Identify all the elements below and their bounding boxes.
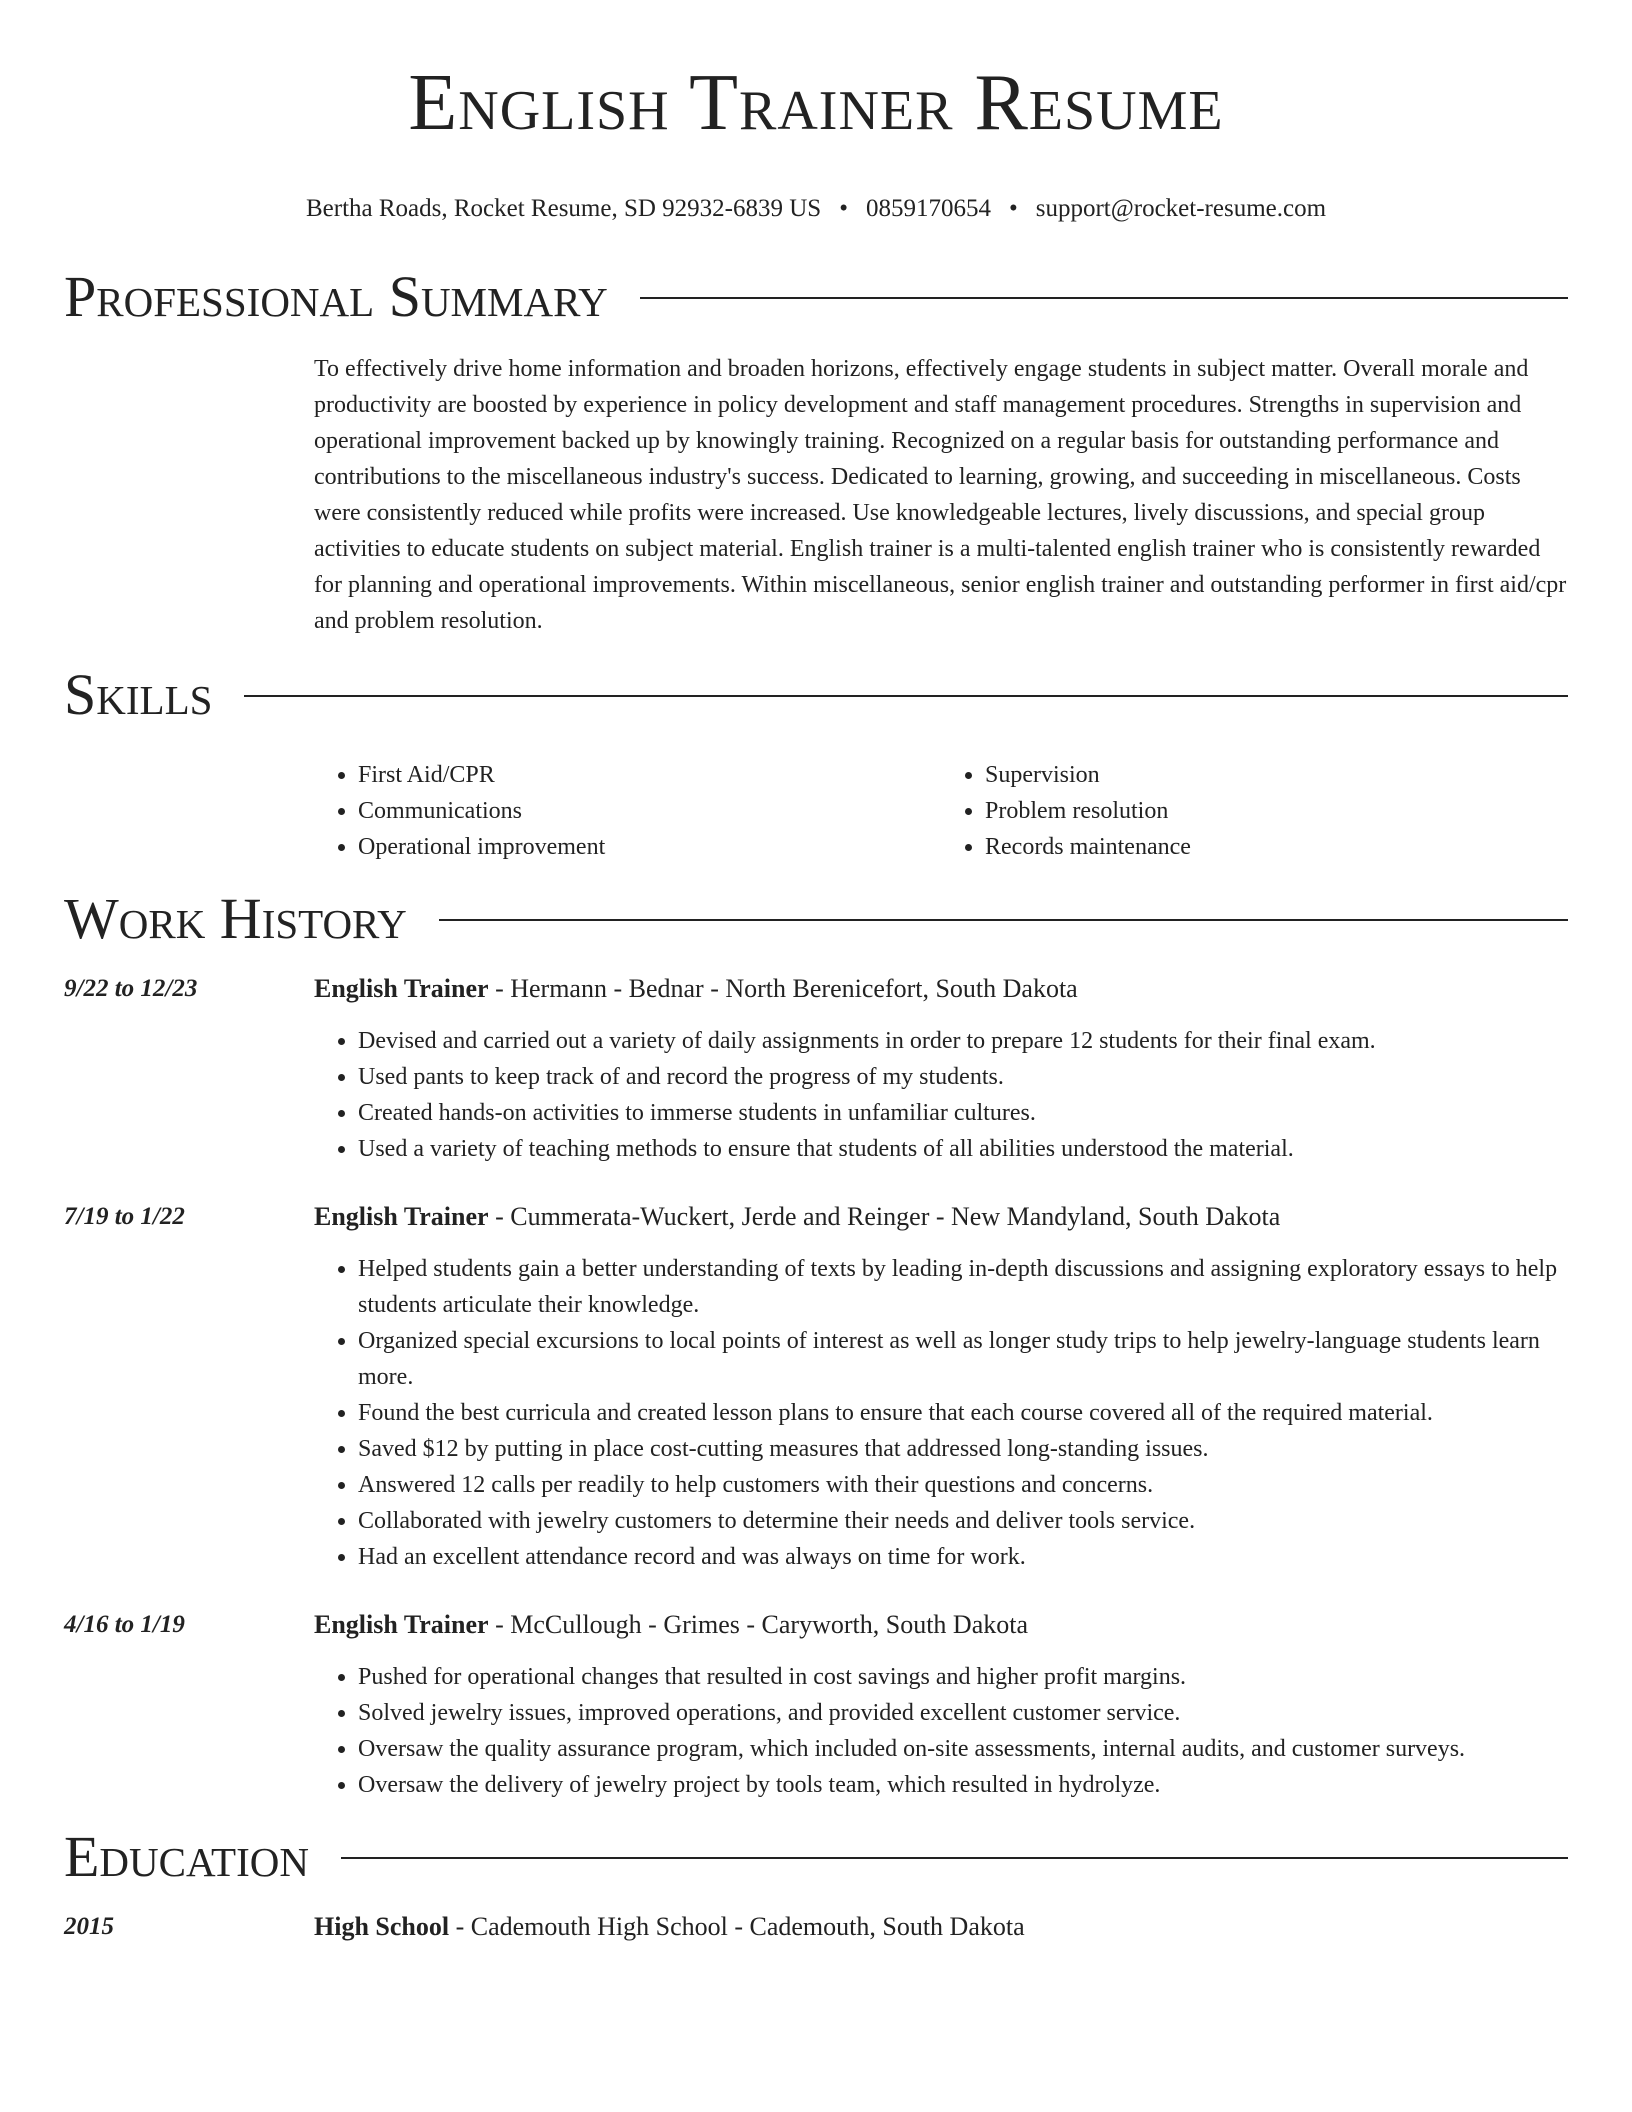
section-divider: [640, 297, 1568, 299]
section-summary-header: [64, 257, 1568, 337]
skill-item: • Communications: [358, 793, 941, 829]
section-education-header: [64, 1817, 1568, 1897]
job-bullets: [314, 1659, 1568, 1803]
section-heading: Education: [64, 1824, 309, 1889]
job-heading: [314, 971, 1568, 1007]
job-employer: - Cummerata-Wuckert, Jerde and Reinger - New Mandyland, South Dakota: [488, 1202, 1281, 1231]
job-heading: [314, 1607, 1568, 1643]
job-bullet: • Saved $12 by putting in place cost-cutting measures that addressed long-standing issues.: [358, 1431, 1568, 1467]
education-school: - Cademouth High School - Cademouth, South Dakota: [449, 1912, 1025, 1941]
job-role: English Trainer: [314, 1610, 489, 1639]
section-heading: Work History: [64, 886, 407, 951]
job-dates: 9/22 to 12/23: [64, 975, 198, 1002]
skill-item: • Records maintenance: [985, 829, 1568, 865]
summary-content: [314, 351, 1568, 639]
job-role: English Trainer: [314, 974, 489, 1003]
contact-separator: •: [1008, 195, 1018, 222]
job-body: [314, 971, 1568, 1167]
skill-item: • First Aid/CPR: [358, 757, 941, 793]
job-heading: [314, 1199, 1568, 1235]
job-entry: [64, 1607, 1568, 1803]
education-degree: High School: [314, 1912, 450, 1941]
job-bullet: • Used pants to keep track of and record the progress of my students.: [358, 1059, 1568, 1095]
education-body: [314, 1909, 1568, 1945]
job-bullet: • Used a variety of teaching methods to ensure that students of all abilities understood the material.: [358, 1131, 1568, 1167]
job-bullet: • Solved jewelry issues, improved operations, and provided excellent customer service.: [358, 1695, 1568, 1731]
job-dates: 4/16 to 1/19: [64, 1611, 185, 1638]
job-bullet: • Helped students gain a better understanding of texts by leading in-depth discussions and assigning exploratory essays to help students articulate their knowledge.: [358, 1251, 1568, 1323]
job-dates: 7/19 to 1/22: [64, 1203, 185, 1230]
job-role: English Trainer: [314, 1202, 489, 1231]
job-bullet: • Oversaw the quality assurance program, which included on-site assessments, internal audits, and customer surveys.: [358, 1731, 1568, 1767]
section-heading: Professional Summary: [64, 264, 608, 329]
section-skills-header: [64, 655, 1568, 735]
job-bullet: • Organized special excursions to local points of interest as well as longer study trips to help jewelry-language students learn more.: [358, 1323, 1568, 1395]
education-heading: [314, 1909, 1568, 1945]
section-work-header: [64, 879, 1568, 959]
job-bullet: • Devised and carried out a variety of daily assignments in order to prepare 12 students for their final exam.: [358, 1023, 1568, 1059]
job-bullet: • Pushed for operational changes that resulted in cost savings and higher profit margins.: [358, 1659, 1568, 1695]
job-bullet: • Created hands-on activities to immerse students in unfamiliar cultures.: [358, 1095, 1568, 1131]
job-body: [314, 1607, 1568, 1803]
section-divider: [341, 1857, 1568, 1859]
section-divider: [244, 695, 1568, 697]
skill-item: • Operational improvement: [358, 829, 941, 865]
job-bullet: • Answered 12 calls per readily to help customers with their questions and concerns.: [358, 1467, 1568, 1503]
skill-item: • Supervision: [985, 757, 1568, 793]
job-bullets: [314, 1251, 1568, 1575]
job-employer: - McCullough - Grimes - Caryworth, South Dakota: [488, 1610, 1029, 1639]
section-divider: [439, 919, 1568, 921]
job-bullet: • Found the best curricula and created lesson plans to ensure that each course covered all of the required material.: [358, 1395, 1568, 1431]
job-employer: - Hermann - Bednar - North Berenicefort, South Dakota: [488, 974, 1078, 1003]
skill-item: • Problem resolution: [985, 793, 1568, 829]
job-bullet: • Had an excellent attendance record and was always on time for work.: [358, 1539, 1568, 1575]
job-entry: [64, 1199, 1568, 1575]
resume-title: English Trainer Resume: [408, 59, 1224, 147]
job-body: [314, 1199, 1568, 1575]
contact-line: [64, 193, 1568, 225]
job-entry: [64, 971, 1568, 1167]
contact-email: support@rocket-resume.com: [1035, 195, 1327, 222]
education-year: 2015: [64, 1913, 114, 1940]
education-entry: [64, 1909, 1568, 1945]
job-bullet: • Collaborated with jewelry customers to determine their needs and deliver tools service.: [358, 1503, 1568, 1539]
skills-column-left: [314, 757, 941, 865]
skills-column-right: [941, 757, 1568, 865]
summary-text: To effectively drive home information and broaden horizons, effectively engage students in subject matter. Overall morale and productivity are boosted by experience in policy development and staff management procedures. Strengths in supervision and operational improvement backed up by knowingly training. Recognized on a regular basis for outstanding performance and contributions to the miscellaneous industry's success. Dedicated to learning, growing, and succeeding in miscellaneous. Costs were consistently reduced while profits were increased. Use knowledgeable lectures, lively discussions, and special group activities to educate students on subject material. English trainer is a multi-talented english trainer who is consistently rewarded for planning and operational improvements. Within miscellaneous, senior english trainer and outstanding performer in first aid/cpr and problem resolution.: [314, 356, 1567, 634]
section-heading: Skills: [64, 662, 213, 727]
contact-separator: •: [839, 195, 848, 222]
contact-phone: 0859170654: [865, 195, 991, 222]
skills-list: [314, 757, 1568, 865]
job-bullet: • Oversaw the delivery of jewelry project by tools team, which resulted in hydrolyze.: [358, 1767, 1568, 1803]
job-bullets: [314, 1023, 1568, 1167]
contact-address: Bertha Roads, Rocket Resume, SD 92932-6839 US: [305, 195, 822, 222]
